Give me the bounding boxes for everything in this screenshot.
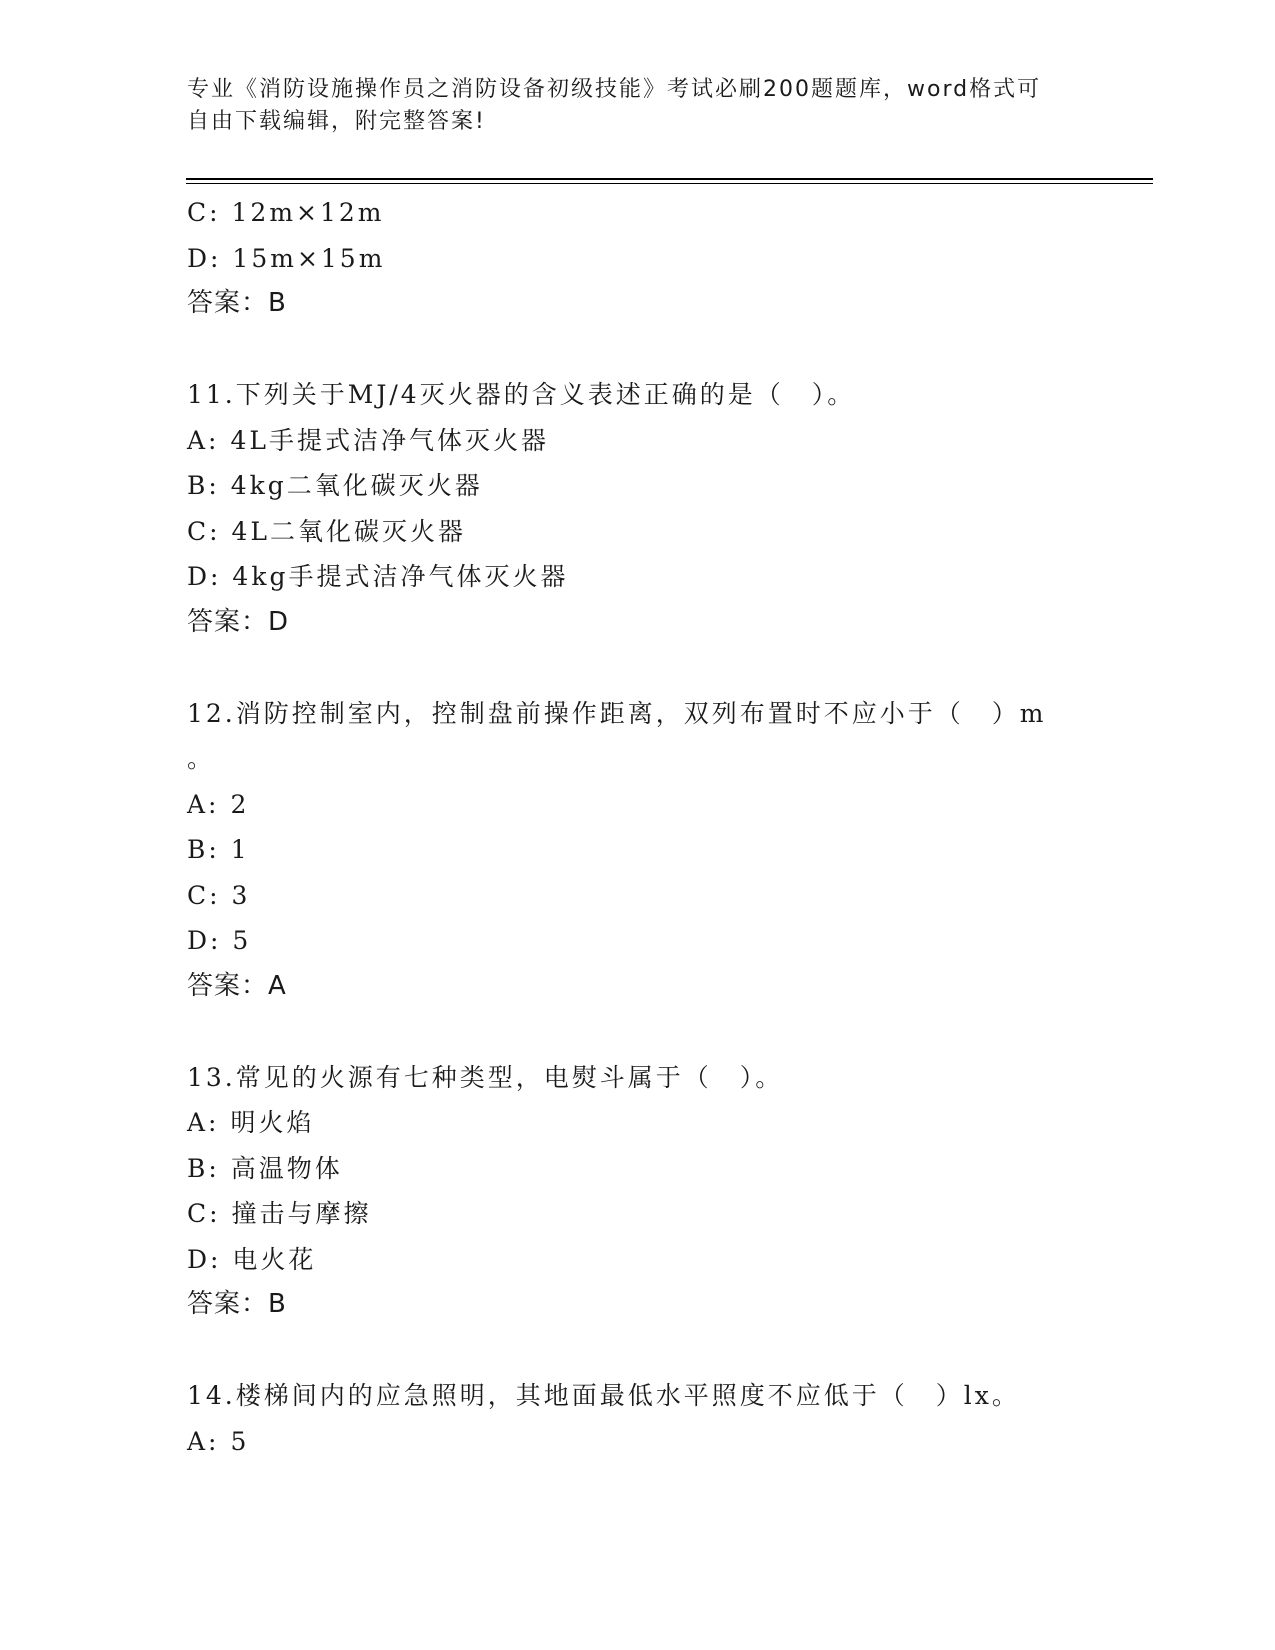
option-d (187, 918, 1087, 964)
question-stem-continuation: 。 (187, 744, 216, 773)
header-rule-thick (186, 178, 1153, 180)
header-rule-thin (186, 183, 1153, 184)
option-text: 3 (231, 880, 251, 910)
option-text: 15m×15m (232, 243, 386, 273)
option-label: A: (187, 1426, 220, 1456)
answer-line: 答案：D (187, 606, 290, 637)
option-b (187, 827, 1087, 873)
option-d (187, 554, 1087, 600)
question-stem: 11.下列关于MJ/4灭火器的含义表述正确的是（ ）。 (187, 380, 856, 409)
option-c (187, 190, 1087, 236)
option-label: B: (187, 1153, 220, 1183)
option-text: 5 (232, 926, 252, 955)
option-d (187, 236, 1087, 282)
header-line-2: 自由下载编辑，附完整答案! (187, 109, 486, 134)
header-line-1: 专业《消防设施操作员之消防设备初级技能》考试必刷200题题库，word格式可 (187, 77, 1042, 102)
option-label: C: (187, 198, 221, 227)
option-label: A: (187, 789, 220, 819)
option-label: A: (187, 1108, 220, 1137)
option-a (187, 782, 1087, 828)
document-header (187, 74, 1067, 138)
option-text: 5 (230, 1426, 250, 1456)
question-stem: 12.消防控制室内，控制盘前操作距离，双列布置时不应小于（ ）m (187, 698, 1047, 728)
option-label: D: (187, 562, 222, 591)
option-text: 电火花 (232, 1244, 317, 1274)
option-text: 明火焰 (230, 1108, 315, 1137)
option-label: C: (187, 880, 221, 910)
option-text: 撞击与摩擦 (231, 1199, 372, 1228)
option-label: A: (187, 425, 220, 455)
option-b (187, 1146, 1087, 1192)
question-stem: 13.常见的火源有七种类型，电熨斗属于（ ）。 (187, 1062, 784, 1092)
question-stem: 14.楼梯间内的应急照明，其地面最低水平照度不应低于（ ）lx。 (187, 1381, 1020, 1410)
answer-line: 答案：A (187, 970, 287, 1001)
option-label: D: (187, 926, 222, 955)
option-label: C: (187, 1199, 221, 1228)
option-label: D: (187, 243, 222, 273)
option-label: D: (187, 1244, 222, 1274)
option-text: 4L二氧化碳灭火器 (231, 516, 467, 546)
option-text: 4L手提式洁净气体灭火器 (230, 425, 549, 455)
option-text: 1 (230, 835, 250, 864)
option-d (187, 1237, 1087, 1283)
option-c (187, 1191, 1087, 1237)
option-text: 4kg手提式洁净气体灭火器 (232, 562, 569, 591)
option-a (187, 418, 1087, 464)
option-label: C: (187, 516, 221, 546)
option-text: 高温物体 (230, 1153, 343, 1183)
answer-line: 答案：B (187, 1289, 287, 1319)
option-c (187, 873, 1087, 919)
option-a (187, 1100, 1087, 1146)
answer-line: 答案：B (187, 288, 287, 318)
option-b (187, 463, 1087, 509)
option-label: B: (187, 835, 220, 864)
option-c (187, 509, 1087, 555)
option-a (187, 1419, 1087, 1465)
option-text: 12m×12m (231, 198, 385, 227)
question-list (187, 190, 1087, 1464)
option-text: 4kg二氧化碳灭火器 (230, 471, 483, 500)
option-label: B: (187, 471, 220, 500)
option-text: 2 (230, 789, 250, 819)
